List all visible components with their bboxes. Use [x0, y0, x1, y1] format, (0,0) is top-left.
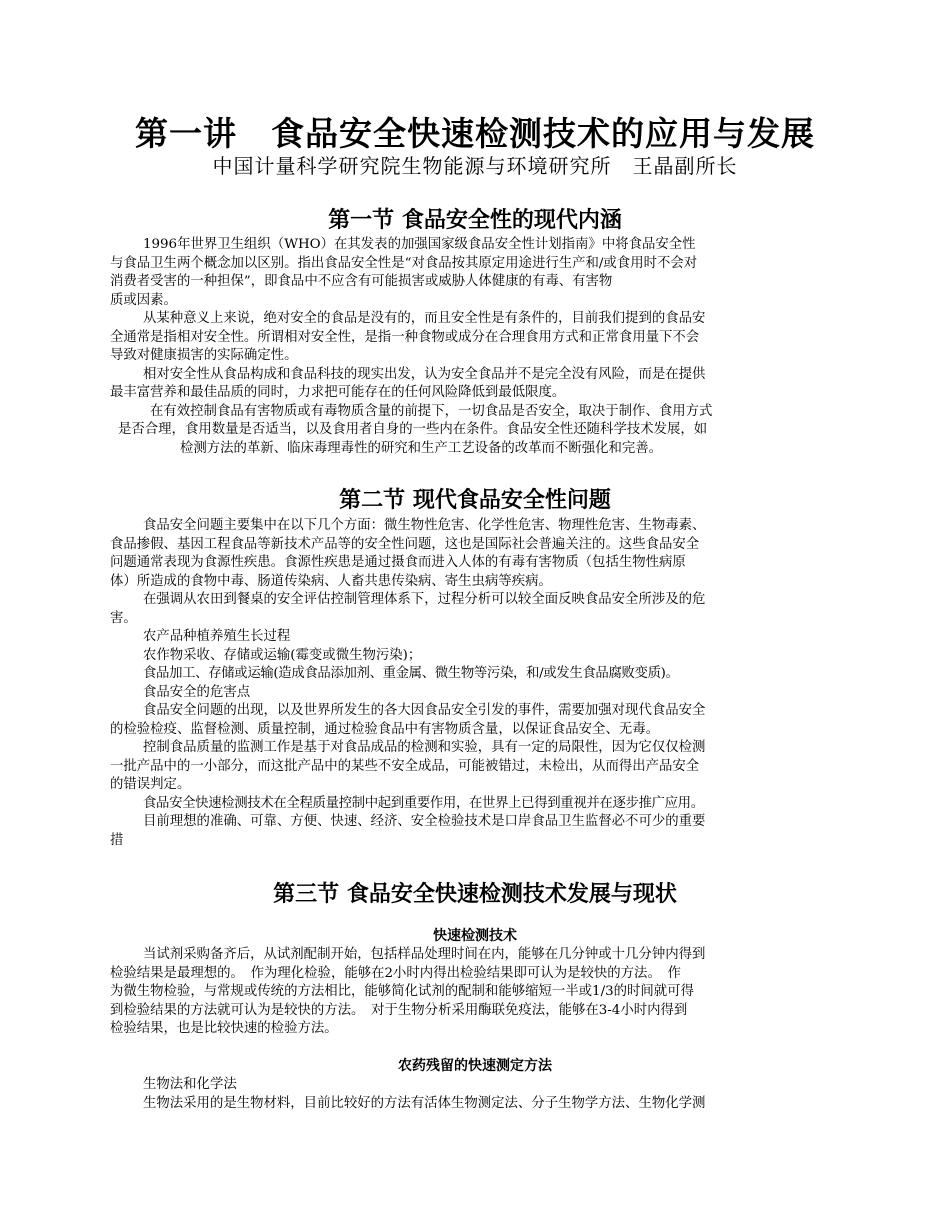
page-title: 第一讲 食品安全快速检测技术的应用与发展 [135, 114, 815, 153]
paragraph-line: 害。 [110, 610, 137, 626]
paragraph-line: 在有效控制食品有害物质或有毒物质含量的前提下，一切食品是否安全，取决于制作、食用方式 [150, 403, 713, 419]
paragraph-line: 体）所造成的食物中毒、肠道传染病、人畜共患传染病、寄生虫病等疾病。 [110, 573, 552, 589]
paragraph-line: 从某种意义上来说，绝对安全的食品是没有的，而且安全性是有条件的，目前我们提到的食品安 [143, 311, 706, 326]
paragraph-line: 检验结果是最理想的。 作为理化检验，能够在2小时内得出检验结果即可认为是较快的方法。 作 [110, 965, 681, 981]
paragraph-line: 的检验检疫、监督检测、质量控制，通过检验食品中有害物质含量，以保证食品安全、无毒。 [110, 721, 660, 737]
section-3-sub-2-body [110, 1076, 840, 1113]
list-item: 食品安全的危害点 [143, 684, 251, 700]
section-1-body [110, 236, 840, 458]
paragraph-line: 消费者受害的一种担保”，即食品中不应含有可能损害或威胁人体健康的有毒、有害物 [110, 274, 613, 289]
paragraph-line: 到检验结果的方法就可认为是较快的方法。 对于生物分析采用酶联免疫法，能够在3-4小时内得到 [110, 1002, 688, 1018]
section-3-heading: 第三节 食品安全快速检测技术发展与现状 [273, 881, 677, 907]
subsection-heading: 农药残留的快速测定方法 [398, 1058, 552, 1074]
paragraph-line: 措 [110, 832, 124, 848]
paragraph-line: 相对安全性从食品构成和食品科技的现实出发，认为安全食品并不是完全没有风险，而是在提供 [143, 366, 706, 382]
paragraph-line: 食品安全快速检测技术在全程质量控制中起到重要作用，在世界上已得到重视并在逐步推广应用。 [143, 795, 704, 811]
paragraph-line: 的错误判定。 [110, 777, 191, 792]
paragraph-line: 为微生物检验，与常规或传统的方法相比，能够简化试剂的配制和能够缩短一半或1/3的时间就可得 [110, 984, 694, 999]
paragraph-line: 质或因素。 [110, 292, 177, 308]
paragraph-line: 食品安全问题的出现，以及世界所发生的各大因食品安全引发的事件，需要加强对现代食品安全 [143, 703, 706, 718]
paragraph-line: 1996年世界卫生组织（WHO）在其发表的加强国家级食品安全性计划指南》中将食品安全性 [143, 237, 696, 252]
section-2-heading: 第二节 现代食品安全性问题 [339, 487, 611, 513]
paragraph-line: 生物法采用的是生物材料，目前比较好的方法有活体生物测定法、分子生物学方法、生物化学测 [143, 1095, 706, 1111]
paragraph-line: 食品安全问题主要集中在以下几个方面：微生物性危害、化学性危害、物理性危害、生物毒素、 [143, 518, 706, 533]
paragraph-line: 导致对健康损害的实际确定性。 [110, 348, 298, 363]
paragraph-line: 最丰富营养和最佳品质的同时，力求把可能存在的任何风险降低到最低限度。 [110, 385, 566, 400]
page-subtitle: 中国计量科学研究院生物能源与环境研究所 王晶副所长 [212, 154, 738, 178]
paragraph-line: 与食品卫生两个概念加以区别。指出食品安全性是“对食品按其原定用途进行生产和/或食用时不会对 [110, 255, 698, 271]
paragraph-line: 问题通常表现为食源性疾患。食源性疾患是通过摄食而进入人体的有毒有害物质（包括生物性病原 [110, 555, 686, 570]
paragraph-line: 全通常是指相对安全性。所谓相对安全性，是指一种食物或成分在合理食用方式和正常食用量下不会 [110, 329, 700, 345]
paragraph-line: 食品掺假、基因工程食品等新技术产品等的安全性问题，这也是国际社会普遍关注的。这些食品安全 [110, 536, 700, 552]
paragraph-line: 检测方法的革新、临床毒理毒性的研究和生产工艺设备的改革而不断强化和完善。 [180, 440, 663, 456]
paragraph-line: 一批产品中的一小部分，而这批产品中的某些不安全成品，可能被错过，未检出，从而得出产品安全 [110, 758, 700, 774]
section-1-heading: 第一节 食品安全性的现代内涵 [328, 207, 622, 233]
paragraph-line: 是否合理，食用数量是否适当，以及食用者自身的一些内在条件。食品安全性还随科学技术发展，如 [118, 422, 708, 437]
paragraph-line: 检验结果，也是比较快速的检验方法。 [110, 1021, 338, 1036]
list-item: 农产品种植养殖生长过程 [143, 629, 291, 644]
list-item: 农作物采收、存储或运输(霉变或微生物污染)； [143, 647, 422, 663]
section-2-body [110, 517, 840, 850]
paragraph-line: 生物法和化学法 [143, 1077, 237, 1092]
list-item: 食品加工、存储或运输(造成食品添加剂、重金属、微生物等污染，和/或发生食品腐败变质)。 [143, 666, 679, 681]
subsection-heading: 快速检测技术 [433, 928, 517, 944]
paragraph-line: 控制食品质量的监测工作是基于对食品成品的检测和实验，具有一定的局限性，因为它仅仅检测 [143, 740, 706, 755]
paragraph-line: 目前理想的准确、可靠、方便、快速、经济、安全检验技术是口岸食品卫生监督必不可少的重要 [143, 814, 706, 829]
section-3-sub-1-body [110, 946, 840, 1039]
paragraph-line: 在强调从农田到餐桌的安全评估控制管理体系下，过程分析可以较全面反映食品安全所涉及的危 [143, 592, 706, 607]
paragraph-line: 当试剂采购备齐后，从试剂配制开始，包括样品处理时间在内，能够在几分钟或十几分钟内得到 [143, 947, 706, 962]
